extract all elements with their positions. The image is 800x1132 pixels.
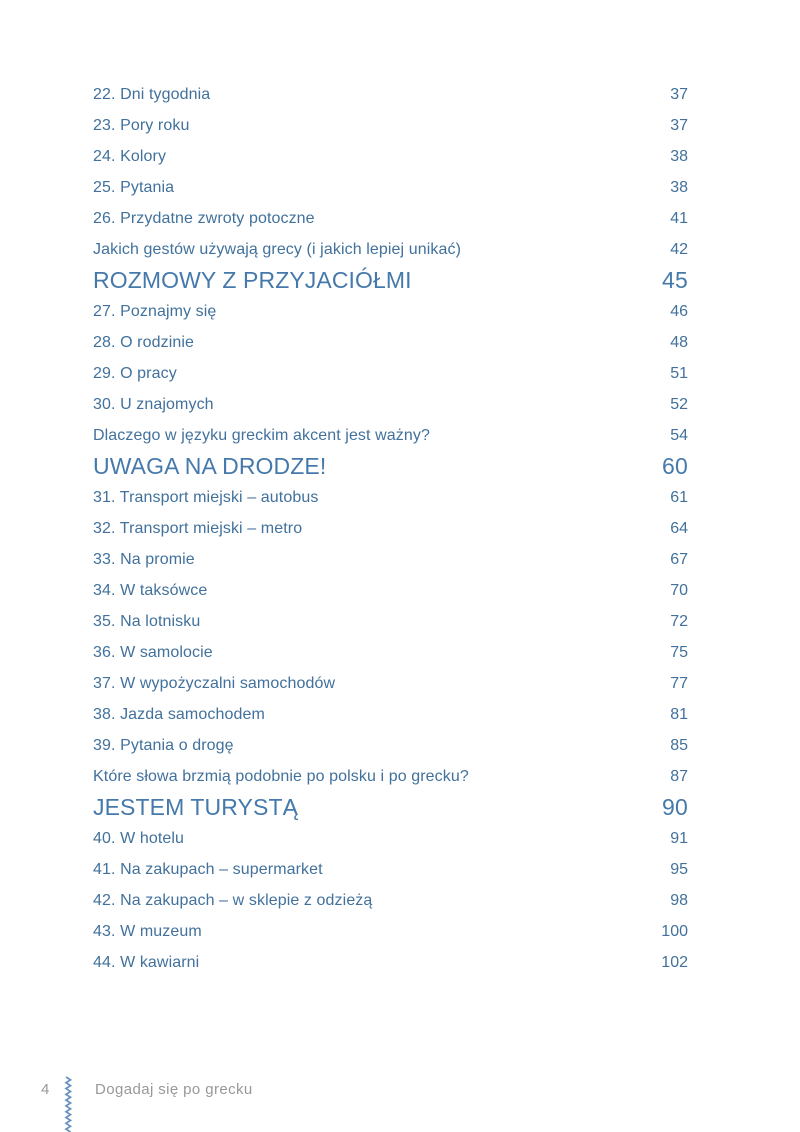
toc-entry-label: 40. W hotelu [93, 829, 185, 847]
toc-row [93, 110, 688, 141]
toc-entry-page-number: 102 [661, 953, 688, 971]
toc-entry-label: JESTEM TURYSTĄ [93, 794, 299, 820]
toc-entry-page-number: 75 [670, 643, 688, 661]
toc-entry-label: 42. Na zakupach – w sklepie z odzieżą [93, 891, 373, 909]
toc-entry-label: 32. Transport miejski – metro [93, 519, 303, 537]
toc-row [93, 327, 688, 358]
toc-row [93, 606, 688, 637]
toc-entry-page-number: 77 [670, 674, 688, 692]
toc-entry-label: Dlaczego w języku greckim akcent jest ważny? [93, 426, 430, 444]
toc-entry-page-number: 91 [670, 829, 688, 847]
toc-entry-page-number: 52 [670, 395, 688, 413]
toc-row [93, 544, 688, 575]
toc-entry-label: 37. W wypożyczalni samochodów [93, 674, 336, 692]
toc-row [93, 947, 688, 978]
toc-row [93, 916, 688, 947]
page-footer [0, 1076, 800, 1132]
toc-entry-page-number: 64 [670, 519, 688, 537]
footer-page-number: 4 [41, 1081, 50, 1098]
toc-entry-label: 26. Przydatne zwroty potoczne [93, 209, 315, 227]
toc-entry-page-number: 45 [662, 267, 688, 293]
toc-entry-label: 43. W muzeum [93, 922, 202, 940]
toc-section-row [93, 451, 688, 482]
toc-row [93, 172, 688, 203]
table-of-contents [93, 79, 688, 978]
toc-entry-label: Jakich gestów używają grecy (i jakich lepiej unikać) [93, 240, 462, 258]
toc-entry-label: 35. Na lotnisku [93, 612, 201, 630]
toc-row [93, 234, 688, 265]
toc-entry-label: 24. Kolory [93, 147, 167, 165]
toc-entry-page-number: 85 [670, 736, 688, 754]
toc-entry-page-number: 38 [670, 147, 688, 165]
toc-entry-label: UWAGA NA DRODZE! [93, 453, 327, 479]
toc-entry-page-number: 67 [670, 550, 688, 568]
toc-entry-label: 25. Pytania [93, 178, 175, 196]
toc-entry-label: 29. O pracy [93, 364, 177, 382]
footer-book-title: Dogadaj się po grecku [95, 1081, 253, 1098]
toc-entry-page-number: 38 [670, 178, 688, 196]
toc-entry-page-number: 61 [670, 488, 688, 506]
toc-entry-page-number: 46 [670, 302, 688, 320]
toc-section-row [93, 265, 688, 296]
toc-entry-page-number: 48 [670, 333, 688, 351]
toc-row [93, 513, 688, 544]
toc-entry-page-number: 54 [670, 426, 688, 444]
toc-row [93, 823, 688, 854]
toc-row [93, 203, 688, 234]
toc-entry-page-number: 87 [670, 767, 688, 785]
toc-row [93, 296, 688, 327]
toc-entry-label: 33. Na promie [93, 550, 195, 568]
toc-entry-label: 38. Jazda samochodem [93, 705, 265, 723]
toc-row [93, 668, 688, 699]
toc-row [93, 885, 688, 916]
toc-row [93, 575, 688, 606]
toc-entry-label: 41. Na zakupach – supermarket [93, 860, 323, 878]
toc-row [93, 141, 688, 172]
zigzag-divider-icon [64, 1076, 73, 1132]
toc-entry-page-number: 100 [661, 922, 688, 940]
toc-row [93, 637, 688, 668]
toc-entry-label: 34. W taksówce [93, 581, 208, 599]
toc-row [93, 420, 688, 451]
toc-entry-label: 44. W kawiarni [93, 953, 200, 971]
toc-entry-page-number: 41 [670, 209, 688, 227]
toc-entry-page-number: 81 [670, 705, 688, 723]
toc-entry-page-number: 95 [670, 860, 688, 878]
toc-entry-label: ROZMOWY Z PRZYJACIÓŁMI [93, 267, 412, 293]
toc-entry-label: 39. Pytania o drogę [93, 736, 234, 754]
toc-entry-page-number: 98 [670, 891, 688, 909]
toc-row [93, 482, 688, 513]
toc-entry-label: 27. Poznajmy się [93, 302, 217, 320]
toc-entry-page-number: 51 [670, 364, 688, 382]
toc-row [93, 358, 688, 389]
toc-entry-label: Które słowa brzmią podobnie po polsku i po grecku? [93, 767, 469, 785]
toc-entry-page-number: 60 [662, 453, 688, 479]
toc-entry-page-number: 90 [662, 794, 688, 820]
toc-entry-page-number: 37 [670, 116, 688, 134]
toc-row [93, 854, 688, 885]
toc-entry-label: 22. Dni tygodnia [93, 85, 211, 103]
toc-entry-page-number: 70 [670, 581, 688, 599]
toc-row [93, 699, 688, 730]
toc-row [93, 730, 688, 761]
toc-entry-page-number: 72 [670, 612, 688, 630]
toc-entry-label: 23. Pory roku [93, 116, 190, 134]
toc-entry-page-number: 37 [670, 85, 688, 103]
toc-entry-label: 30. U znajomych [93, 395, 214, 413]
toc-entry-label: 28. O rodzinie [93, 333, 195, 351]
toc-entry-label: 31. Transport miejski – autobus [93, 488, 319, 506]
toc-row [93, 79, 688, 110]
toc-section-row [93, 792, 688, 823]
toc-row [93, 389, 688, 420]
toc-entry-label: 36. W samolocie [93, 643, 213, 661]
toc-row [93, 761, 688, 792]
toc-entry-page-number: 42 [670, 240, 688, 258]
